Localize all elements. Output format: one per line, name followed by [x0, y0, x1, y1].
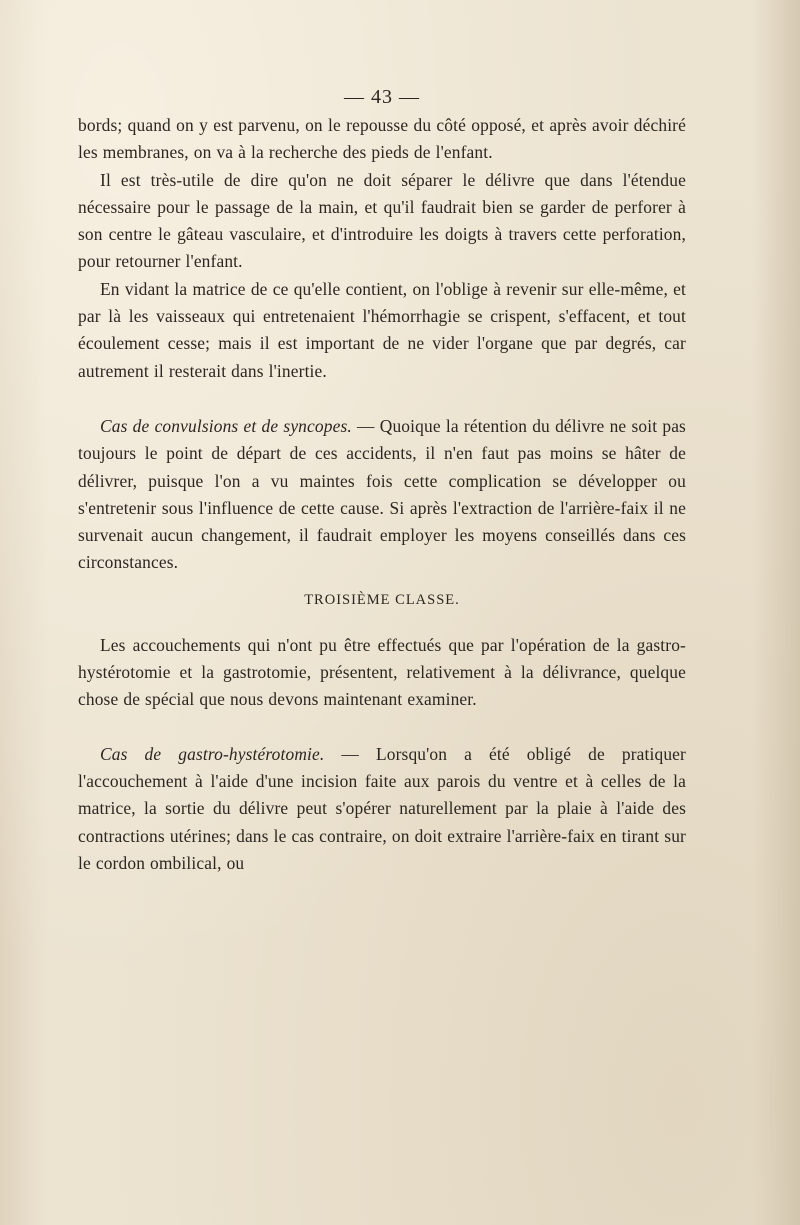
- paragraph-gap: [78, 385, 686, 413]
- paragraph-text: Il est très-utile de dire qu'on ne doit séparer le délivre que dans l'étendue nécessaire pour le passage de la main, et qu'il faudrait bien se garder de perforer à son centre le gâteau vasculaire, et d'introduire les doigts à travers cette perforation, pour retourner l'enfant.: [78, 169, 686, 272]
- paragraph-lead-heading: Cas de convulsions et de syncopes.: [100, 415, 352, 436]
- paragraph-text: Les accouchements qui n'ont pu être effectués que par l'opération de la gastro-hystérotomie et la gastrotomie, présentent, relativement à la délivrance, quelque chose de spécial que nous devons maintenant examiner.: [78, 634, 686, 710]
- paragraph-text: — Quoique la rétention du délivre ne soit pas toujours le point de départ de ces accidents, il n'en faut pas moins se hâter de délivrer, puisque l'on a vu maintes fois cette complication se développer ou s'entretenir sous l'influence de cette cause. Si après l'extraction de l'arrière-faix il ne survenait aucun changement, il faudrait employer les moyens conseillés dans ces circonstances.: [78, 415, 686, 573]
- paragraph-third-class-intro: [78, 632, 686, 714]
- paragraph-text: bords; quand on y est parvenu, on le repousse du côté opposé, et après avoir déchiré les membranes, on va à la recherche des pieds de l'enfant.: [78, 115, 686, 163]
- section-title: TROISIÈME CLASSE.: [304, 591, 460, 608]
- paragraph-gap: [78, 714, 686, 741]
- paragraph-convulsions: [78, 413, 686, 577]
- paragraph-lead-heading: Cas de gastro-hystérotomie.: [100, 743, 325, 764]
- paragraph-emptying-uterus: [78, 276, 686, 385]
- paragraph-separation-note: [78, 167, 686, 276]
- paragraph-continuation: [78, 112, 686, 167]
- paragraph-text: — Lorsqu'on a été obligé de pratiquer l'accouchement à l'aide d'une incision faite aux parois du ventre et à celles de la matrice, la sortie du délivre peut s'opérer naturellement par la plaie à l'aide des contractions utérines; dans le cas contraire, on doit extraire l'arrière-faix en tirant sur le cordon ombilical, ou: [78, 743, 686, 873]
- paragraph-text: En vidant la matrice de ce qu'elle contient, on l'oblige à revenir sur elle-même, et par là les vaisseaux qui entretenaient l'hémorrhagie se crispent, s'effacent, et tout écoulement cesse; mais il est important de ne vider l'organe que par degrés, car autrement il resterait dans l'inertie.: [78, 278, 686, 381]
- paragraph-gastro-hysterotomy: [78, 741, 686, 877]
- page-number: — 43 —: [344, 86, 420, 108]
- book-page: [78, 82, 686, 877]
